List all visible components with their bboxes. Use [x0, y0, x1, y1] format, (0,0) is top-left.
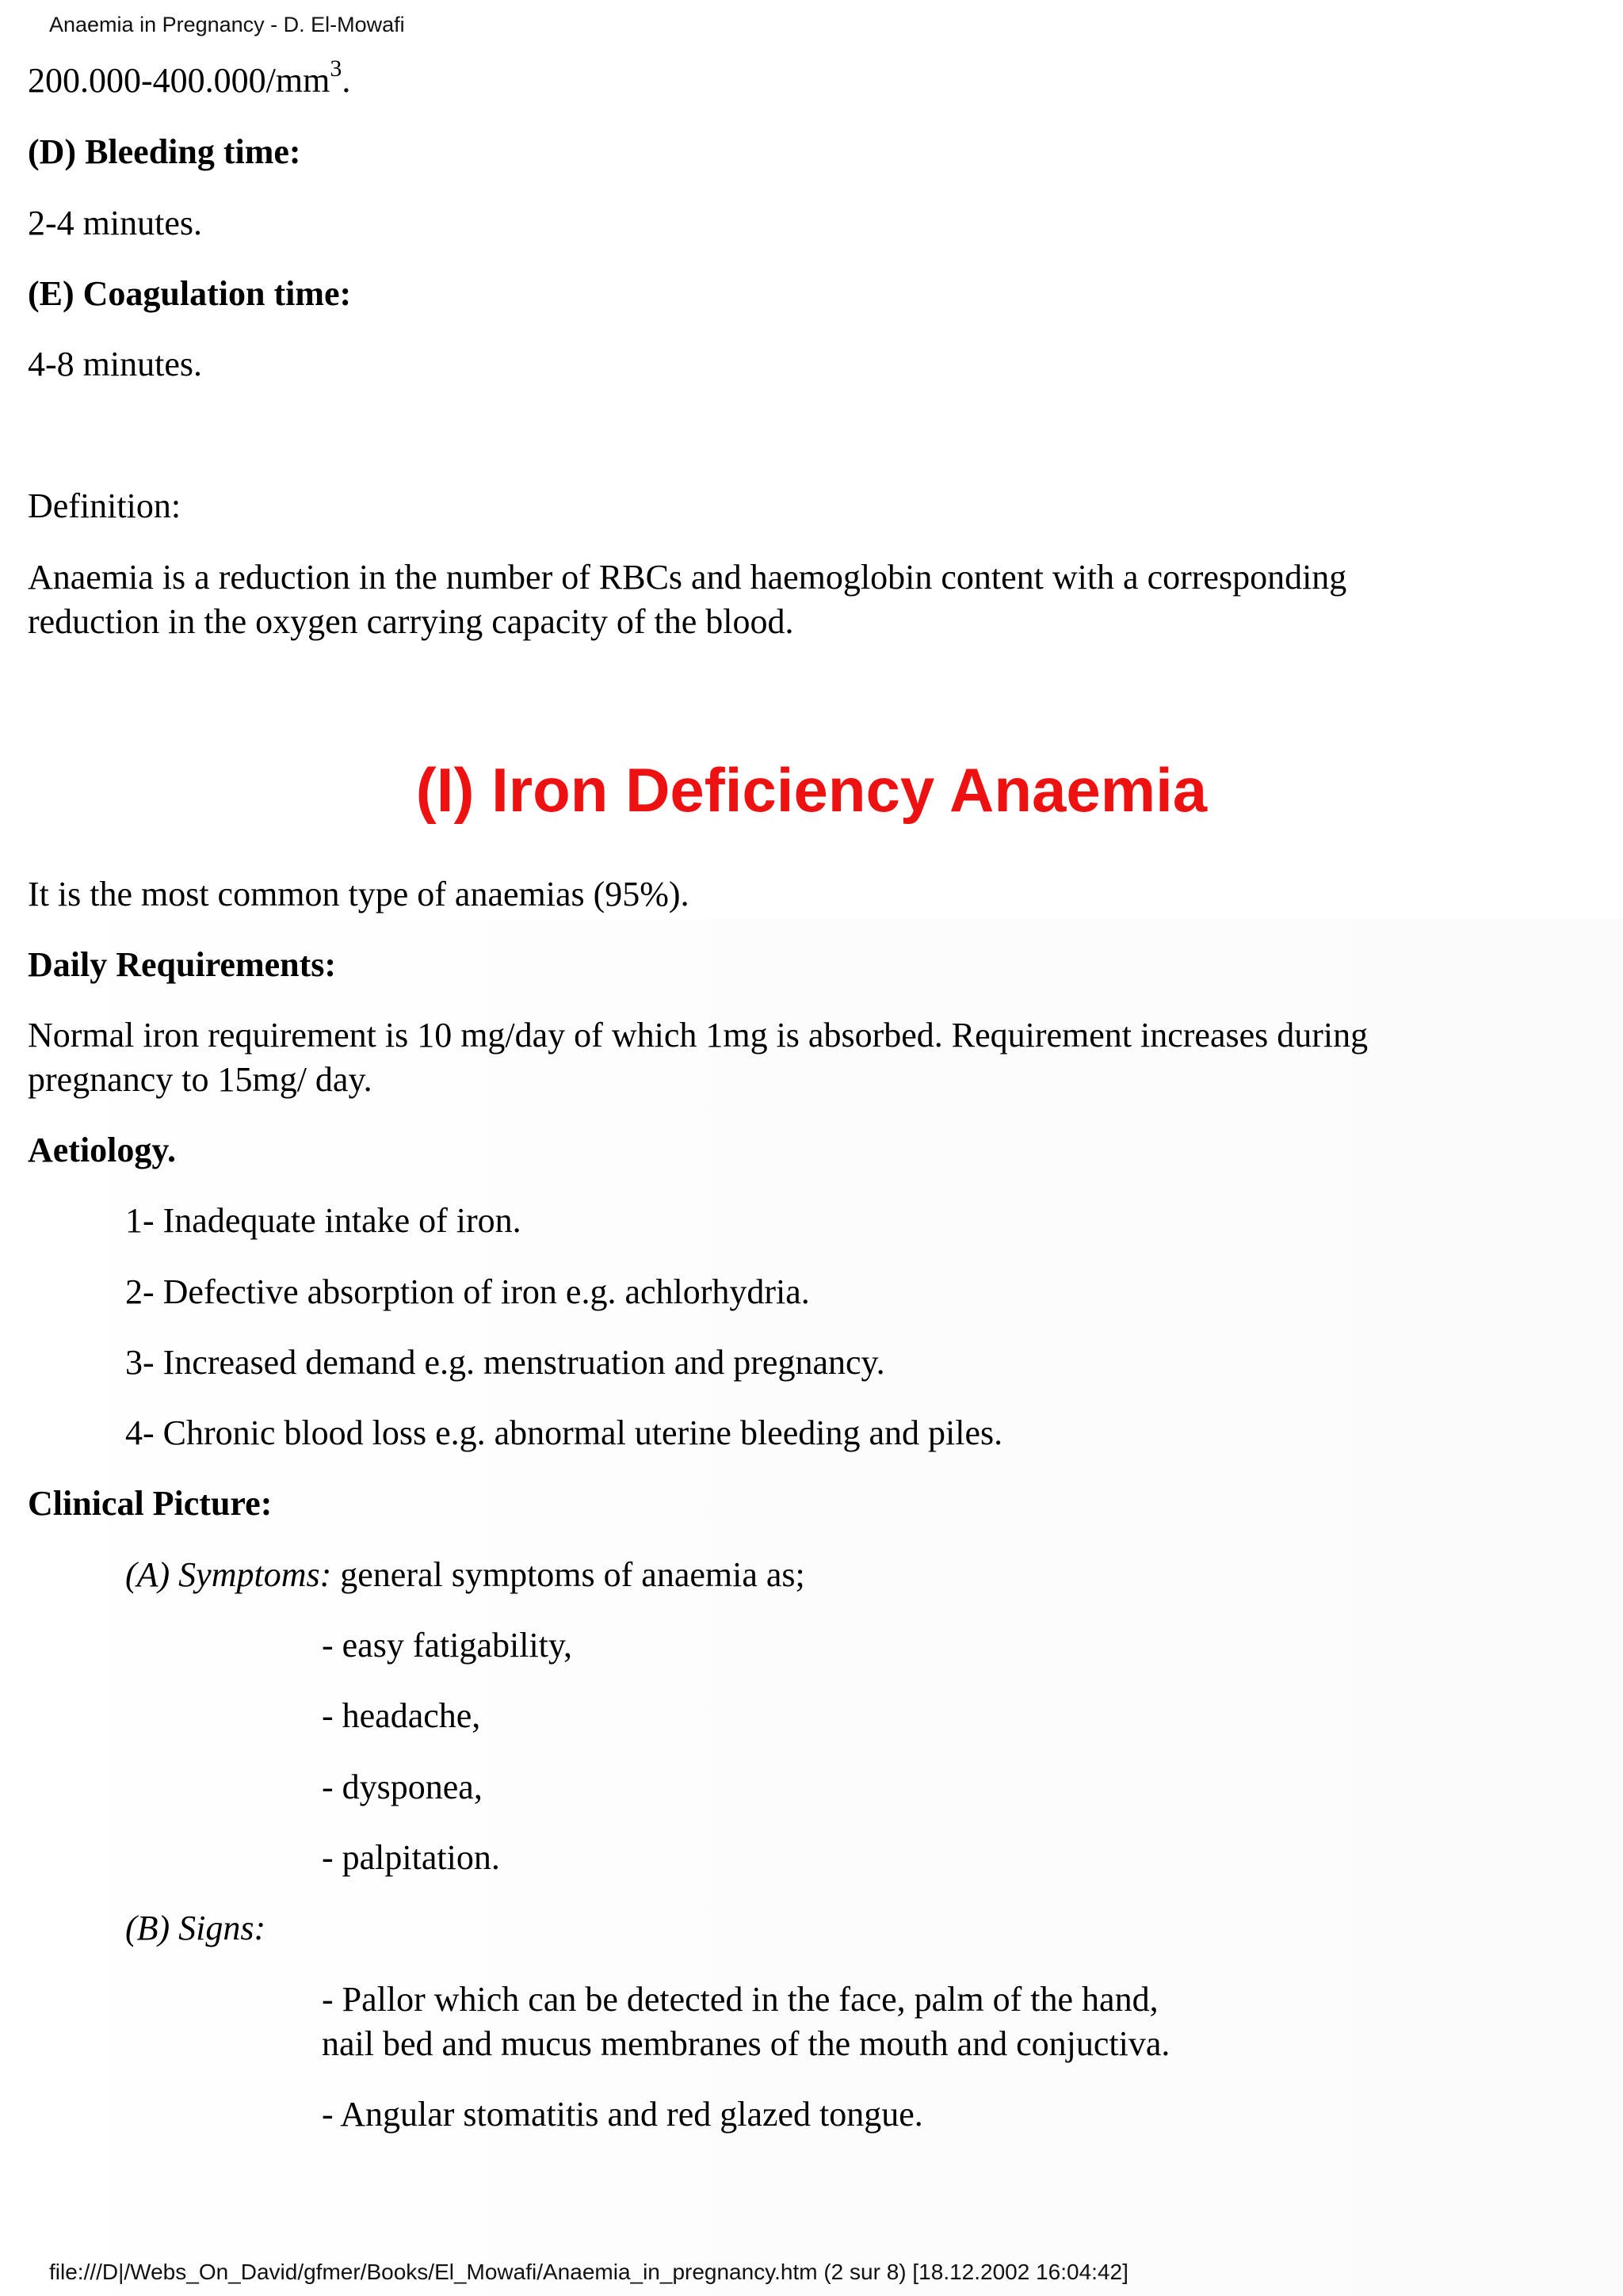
definition-label: Definition: — [28, 486, 181, 525]
signs-label: (B) Signs: — [125, 1909, 266, 1947]
aetiology-item: 4- Chronic blood loss e.g. abnormal uterine bleeding and piles. — [125, 1413, 1003, 1452]
symptoms-line — [125, 1553, 805, 1597]
bleeding-time-label: (D) Bleeding time: — [28, 132, 301, 171]
symptom-item: - headache, — [322, 1696, 481, 1735]
symptoms-label: (A) Symptoms: — [125, 1555, 332, 1594]
sign-item-line-1: - Angular stomatitis and red glazed tongue. — [322, 2095, 923, 2134]
coagulation-time-label: (E) Coagulation time: — [28, 274, 352, 313]
platelet-count-value: 200.000-400.000/mm — [28, 61, 330, 100]
bleeding-time-value: 2-4 minutes. — [28, 204, 202, 242]
aetiology-label: Aetiology. — [28, 1131, 176, 1169]
page-background-shade — [0, 919, 1623, 2296]
aetiology-item: 3- Increased demand e.g. menstruation and pregnancy. — [125, 1343, 885, 1382]
symptoms-intro: general symptoms of anaemia as; — [331, 1555, 805, 1594]
coagulation-time-value: 4-8 minutes. — [28, 345, 202, 383]
symptom-item: - easy fatigability, — [322, 1626, 573, 1665]
daily-requirements-line-1: Normal iron requirement is 10 mg/day of which 1mg is absorbed. Requirement increases during — [28, 1016, 1369, 1055]
section-heading: (I) Iron Deficiency Anaemia — [415, 755, 1208, 825]
aetiology-item: 1- Inadequate intake of iron. — [125, 1201, 521, 1240]
daily-requirements-line-2: pregnancy to 15mg/ day. — [28, 1060, 372, 1099]
print-header-title: Anaemia in Pregnancy - D. El-Mowafi — [49, 13, 405, 36]
daily-requirements-label: Daily Requirements: — [28, 945, 337, 984]
definition-line-2: reduction in the oxygen carrying capacity of the blood. — [28, 602, 794, 641]
aetiology-item: 2- Defective absorption of iron e.g. achlorhydria. — [125, 1272, 810, 1311]
platelet-count-suffix: . — [342, 61, 351, 100]
clinical-picture-label: Clinical Picture: — [28, 1484, 273, 1523]
platelet-count-line — [28, 55, 351, 103]
print-footer-path: file:///D|/Webs_On_David/gfmer/Books/El_Mowafi/Anaemia_in_pregnancy.htm (2 sur 8) [18.12.2002 16:04:42] — [49, 2260, 1128, 2284]
sign-item-line-2: nail bed and mucus membranes of the mouth and conjuctiva. — [322, 2024, 1170, 2063]
symptom-item: - dysponea, — [322, 1768, 483, 1806]
symptom-item: - palpitation. — [322, 1838, 500, 1877]
platelet-count-superscript: 3 — [330, 55, 342, 82]
section-intro: It is the most common type of anaemias (95%). — [28, 875, 689, 913]
definition-line-1: Anaemia is a reduction in the number of RBCs and haemoglobin content with a corresponding — [28, 558, 1347, 597]
sign-item-line-1: - Pallor which can be detected in the face, palm of the hand, — [322, 1980, 1159, 2019]
